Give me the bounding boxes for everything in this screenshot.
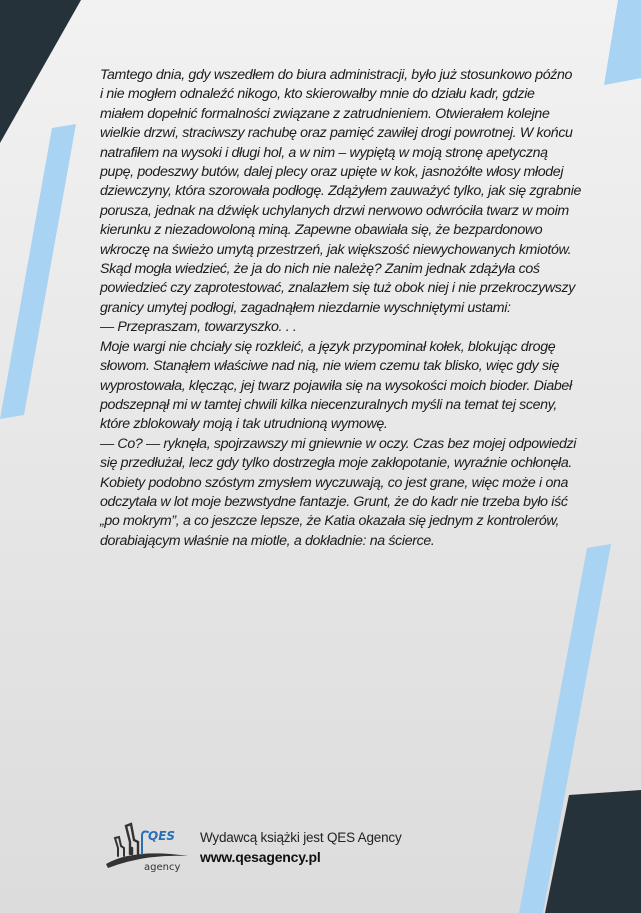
story-text [100,66,600,551]
publisher-footer [104,818,404,874]
text-line: które zblokowały moją i tak utrudnioną wymowę. [100,416,388,433]
left-light-blue-stripe [0,124,76,419]
text-line: Moje wargi nie chciały się rozkleić, a język przypominał kołek, blokując drogę [100,338,556,355]
text-line: — Co? — ryknęła, spojrzawszy mi gniewnie w oczy. Czas bez mojej odpowiedzi [100,435,577,452]
text-line: wielkie drzwi, straciwszy rachubę oraz pamięć zawiłej drogi powrotnej. W końcu [100,125,573,142]
qes-agency-logo-icon [104,818,190,874]
website-link[interactable]: www.qesagency.pl [200,849,321,865]
text-line: wyprostowała, klęcząc, jej twarz pojawiła się na wysokości moich bioder. Diabeł [100,377,572,394]
text-line: kierunku z niezadowoloną miną. Zapewne obawiała się, że bezpardonowo [100,222,543,239]
text-line: granicy umytej podłogi, zagadnąłem niezdarnie wyschniętymi ustami: [100,299,511,316]
text-line: Skąd mogła wiedzieć, że ja do nich nie należę? Zanim jednak zdążyła coś [100,261,540,278]
text-line: Kobiety podobno szóstym zmysłem wyczuwają, co jest grane, więc może i ona [100,474,569,491]
text-line: dziewczyny, która szorowała podłogę. Zdążyłem zauważyć tylko, jak się zgrabnie [100,183,582,200]
top-right-light-blue-stripe [604,0,641,85]
text-line: słowom. Stanąłem właściwe nad nią, nie wiem czemu tak blisko, więc gdy się [100,358,560,375]
text-line: podszepnął mi w tamtej chwili kilka niecenzuralnych myśli na temat tej sceny, [100,396,557,413]
text-line: natrafiłem na wysoki i długi hol, a w nim – wypiętą w moją stronę apetyczną [100,144,548,161]
text-line: powiedzieć czy zaprotestować, znalazłem się tuż obok niej i nie przekroczywszy [100,280,575,297]
text-line: się przedłużał, lecz gdy tylko dostrzegła moje zakłopotanie, wyraźnie ochłonęła. [100,455,572,472]
publisher-text: Wydawcą książki jest QES Agency [200,830,402,845]
text-line: Tamtego dnia, gdy wszedłem do biura administracji, było już stosunkowo późno [100,67,573,83]
text-line: — Przepraszam, towarzyszko. . . [100,319,297,336]
logo-qes-text: QES [148,829,176,843]
text-line: miałem dopełnić formalności związane z zatrudnieniem. Otwierałem kolejne [100,105,550,122]
text-line: dorabiającym właśnie na miotle, a dokładnie: na ścierce. [100,532,435,549]
text-line: i nie mogłem odnaleźć nikogo, kto skierowałby mnie do działu kadr, gdzie [100,86,535,103]
text-line: „po mokrym”, a co jeszcze lepsze, że Katia okazała się jednym z kontrolerów, [100,513,560,530]
text-line: wkroczę na świeżo umytą przestrzeń, jak większość niewychowanych kmiotów. [100,241,572,258]
text-line: odczytała w lot moje bezwstydne fantazje. Grunt, że do kadr nie trzeba było iść [100,493,568,510]
text-line: porusza, jednak na dźwięk uchylanych drzwi nerwowo odwróciła twarz w moim [100,202,569,219]
top-left-dark-stripe [0,0,81,143]
logo-agency-text: agency [144,862,181,873]
text-line: pupę, podeszwy butów, dalej plecy oraz upięte w kok, jasnożółte włosy młodej [100,164,564,181]
